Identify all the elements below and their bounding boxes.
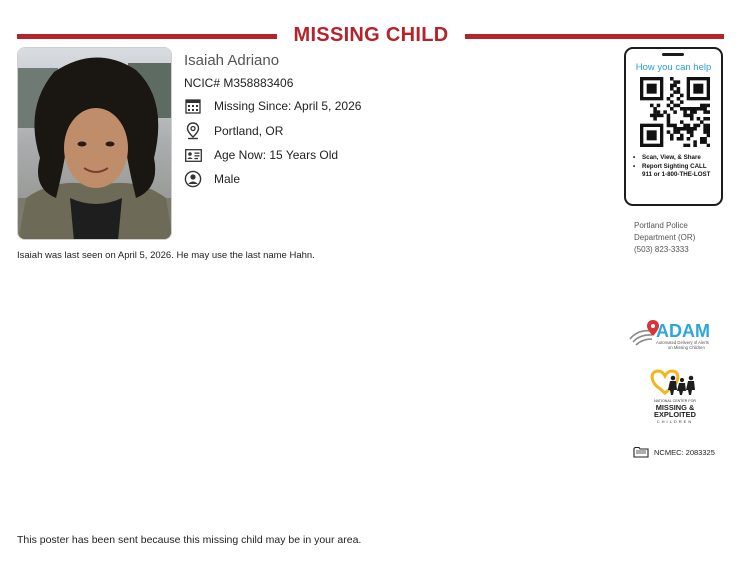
ncmec-line2: MISSING & (655, 403, 695, 412)
qr-code-icon[interactable] (640, 77, 710, 152)
location-text: Portland, OR (214, 124, 284, 138)
age-row (184, 146, 338, 164)
sex-row (184, 170, 240, 188)
calendar-icon (184, 97, 202, 115)
phone-notch (662, 53, 684, 56)
help-title: How you can help (635, 62, 712, 73)
help-bullet-report: • Report Sighting CALL 911 or 1-800-THE-LOST (632, 163, 718, 179)
person-icon (184, 170, 202, 188)
footer-note: This poster has been sent because this missing child may be in your area. (17, 534, 362, 546)
adam-logo (628, 319, 722, 353)
child-photo (17, 47, 172, 240)
folder-icon (633, 446, 649, 458)
poster-title: MISSING CHILD (293, 24, 449, 46)
case-summary: Isaiah was last seen on April 5, 2026. He may use the last name Hahn. (17, 250, 315, 261)
agency-contact (634, 220, 695, 256)
id-card-icon (184, 146, 202, 164)
header-rule-right (465, 34, 724, 39)
age-text: Age Now: 15 Years Old (214, 148, 339, 162)
adam-tagline-1: Automated Delivery of Alerts (656, 340, 709, 345)
agency-name-line2: Department (OR) (634, 233, 696, 242)
help-panel (624, 47, 723, 206)
agency-name-line1: Portland Police (634, 221, 688, 230)
missing-since-row (184, 97, 361, 115)
adam-wordmark: ADAM (656, 321, 710, 341)
missing-since-text: Missing Since: April 5, 2026 (214, 99, 362, 113)
header-rule-left (17, 34, 277, 39)
agency-phone: (503) 823-3333 (634, 245, 689, 254)
help-bullet-share: • Scan, View, & Share (632, 154, 718, 162)
child-name: Isaiah Adriano (184, 52, 280, 69)
ncmec-case-id (633, 446, 715, 458)
help-list (632, 154, 718, 180)
ncmec-line4: CHILDREN (656, 419, 694, 424)
ncmec-line3: EXPLOITED (654, 410, 696, 419)
sex-text: Male (214, 172, 241, 186)
ncmec-id-text: NCMEC: 2083325 (654, 447, 715, 457)
location-row (184, 122, 283, 140)
ncmec-logo (646, 368, 704, 428)
adam-tagline-2: on Missing Children (668, 345, 705, 350)
location-pin-icon (184, 122, 202, 140)
ncic-number: NCIC# M358883406 (184, 76, 294, 90)
ncmec-line1: NATIONAL CENTER FOR (654, 399, 696, 403)
